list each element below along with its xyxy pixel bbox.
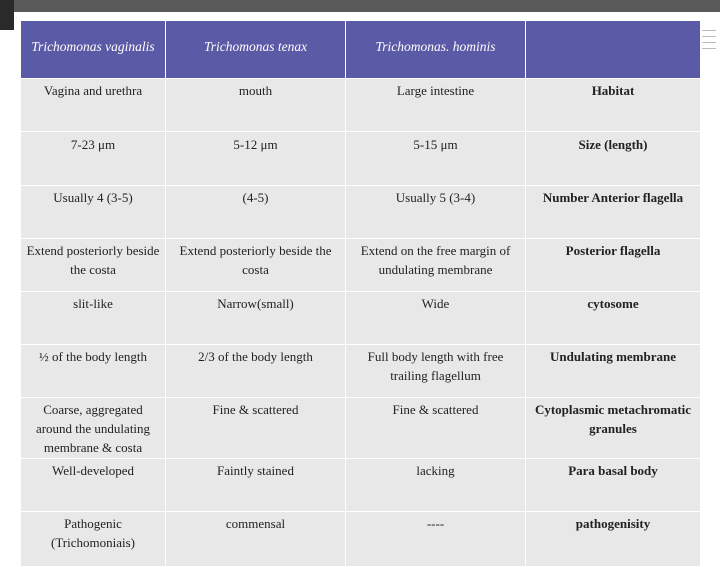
cell-tenax: Extend posteriorly beside the costa bbox=[166, 239, 346, 292]
cell-hominis: Full body length with free trailing flagellum bbox=[346, 345, 526, 398]
cell-vaginalis: Vagina and urethra bbox=[21, 79, 166, 132]
header-hominis: Trichomonas. hominis bbox=[346, 21, 526, 79]
cell-tenax: (4-5) bbox=[166, 186, 346, 239]
table-row bbox=[21, 239, 701, 292]
cell-tenax: 5-12 μm bbox=[166, 132, 346, 186]
row-label: pathogenisity bbox=[526, 512, 701, 567]
table-header bbox=[21, 21, 701, 79]
header-row bbox=[21, 21, 701, 79]
cell-hominis: 5-15 μm bbox=[346, 132, 526, 186]
row-label: Undulating membrane bbox=[526, 345, 701, 398]
row-label: cytosome bbox=[526, 292, 701, 345]
slide-top-bar bbox=[0, 0, 720, 12]
row-label: Para basal body bbox=[526, 459, 701, 512]
row-label: Number Anterior flagella bbox=[526, 186, 701, 239]
cell-tenax: mouth bbox=[166, 79, 346, 132]
header-tenax: Trichomonas tenax bbox=[166, 21, 346, 79]
row-label: Habitat bbox=[526, 79, 701, 132]
cell-hominis: ---- bbox=[346, 512, 526, 567]
table-row bbox=[21, 398, 701, 459]
cell-tenax: Narrow(small) bbox=[166, 292, 346, 345]
table-row bbox=[21, 345, 701, 398]
row-label: Posterior flagella bbox=[526, 239, 701, 292]
cell-hominis: Extend on the free margin of undulating membrane bbox=[346, 239, 526, 292]
cell-vaginalis: 7-23 μm bbox=[21, 132, 166, 186]
cell-hominis: lacking bbox=[346, 459, 526, 512]
table-row bbox=[21, 292, 701, 345]
cell-tenax: 2/3 of the body length bbox=[166, 345, 346, 398]
cell-vaginalis: slit-like bbox=[21, 292, 166, 345]
table-row bbox=[21, 79, 701, 132]
cell-vaginalis: Usually 4 (3-5) bbox=[21, 186, 166, 239]
table-row bbox=[21, 512, 701, 567]
header-vaginalis: Trichomonas vaginalis bbox=[21, 21, 166, 79]
table-row bbox=[21, 459, 701, 512]
row-label: Size (length) bbox=[526, 132, 701, 186]
cell-vaginalis: Well-developed bbox=[21, 459, 166, 512]
cell-hominis: Wide bbox=[346, 292, 526, 345]
comparison-table bbox=[20, 20, 701, 567]
cell-tenax: commensal bbox=[166, 512, 346, 567]
slide-corner-accent bbox=[0, 0, 14, 30]
cell-vaginalis: Extend posteriorly beside the costa bbox=[21, 239, 166, 292]
header-feature bbox=[526, 21, 701, 79]
table-row bbox=[21, 186, 701, 239]
row-label: Cytoplasmic metachromatic granules bbox=[526, 398, 701, 459]
cell-hominis: Large intestine bbox=[346, 79, 526, 132]
table-row bbox=[21, 132, 701, 186]
cell-hominis: Fine & scattered bbox=[346, 398, 526, 459]
cell-tenax: Fine & scattered bbox=[166, 398, 346, 459]
cell-hominis: Usually 5 (3-4) bbox=[346, 186, 526, 239]
cell-vaginalis: ½ of the body length bbox=[21, 345, 166, 398]
cell-tenax: Faintly stained bbox=[166, 459, 346, 512]
cell-vaginalis: Coarse, aggregated around the undulating membrane & costa bbox=[21, 398, 166, 459]
cell-vaginalis: Pathogenic (Trichomoniais) bbox=[21, 512, 166, 567]
table-body bbox=[21, 79, 701, 567]
